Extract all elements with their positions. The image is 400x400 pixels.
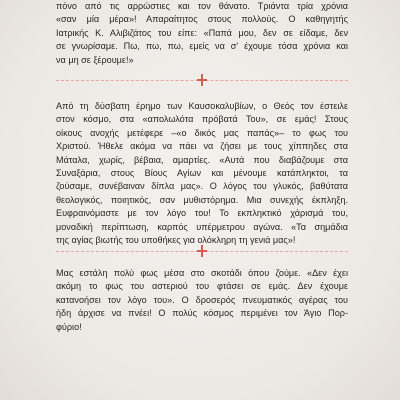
cross-ornament-icon: [196, 74, 208, 86]
text-line: οίκους ανοχής μετέφερε –«ο δικός μας παπάς»– το φως του: [56, 127, 348, 138]
text-line: σε γνωρίσαμε. Πω, πω, πω, εμείς να σ' έχουμε τόσα χρόνια και: [56, 41, 348, 52]
text-line: στον κόσμο, στα «απολωλότα πρόβατά Του», σε εμάς! Στους: [56, 114, 348, 125]
text-line: ζούσαμε, συνέβαιναν δίπλα μας». Ο λόγος του γλυκός, βαθύτατα: [56, 181, 348, 192]
paragraph-1: [56, 0, 348, 67]
text-line: ήδη άρχισε να πνέει! Ο πολύς κόσμος περιμένει τον Άγιο Πορ-: [56, 308, 348, 319]
text-line: να μη σε ξέρουμε!»: [56, 54, 134, 65]
text-line: της αγίας βιωτής του υποθήκες για ολόκληρη τη γενιά μας»!: [56, 235, 296, 246]
text-line: πόνο από τις αρρώστιες και τον θάνατο. Τριάντα τρία χρόνια: [56, 1, 348, 11]
text-line: Ιατρικής Κ. Αλιβιζάτος του είπε: «Παπά μου, δεν σε είδαμε, δεν: [56, 27, 348, 38]
text-line: «σαν μία μέρα»! Απαραίτητος στους πολλούς. Ο καθηγητής: [56, 14, 348, 25]
text-line: Μας εστάλη πολύ φως μέσα στο σκοτάδι όπου ζούμε. «Δεν έχει: [56, 268, 348, 278]
text-line: Χριστού. Ήθελε ακόμα να πάει να ζήσει με τους χίππηδες στα: [56, 141, 348, 152]
cross-ornament-icon: [196, 245, 208, 257]
text-line: θεολογικός, ποιητικός, σαν μυθιστόρημα. Μια συνεχής έκπληξη.: [56, 194, 348, 205]
text-line: ακόμη το φως του αστεριού του φτάσει σε εμάς. Δεν έχουμε: [56, 281, 348, 292]
text-line: μοναδική περίπτωση, καρπός υπέρμετρου αγώνα. «Τα σημάδια: [56, 221, 348, 232]
text-line: Συναξάρια, στους Βίους Αγίων και μένουμε κατάπληκτοι, τα: [56, 168, 348, 179]
text-line: κατανοήσει τον λόγο του». Ο δροσερός πνευματικός αγέρας του: [56, 294, 348, 305]
paragraph-3: [56, 267, 348, 334]
text-line: Μάταλα, χωρίς, βέβαια, αμαρτίες. «Αυτά που διαβάζουμε στα: [56, 154, 348, 165]
section-divider-1: [56, 75, 348, 87]
text-line: φύριο!: [56, 321, 82, 332]
text-line: Από τη δύσβατη έρημο των Καυσοκαλυβίων, ο Θεός τον έστειλε: [56, 101, 348, 111]
section-divider-2: [56, 246, 348, 258]
text-line: Ευφραινόμαστε με τον λόγο του! Το εκπληκτικό χάρισμά του,: [56, 208, 348, 219]
paragraph-2: [56, 100, 348, 247]
